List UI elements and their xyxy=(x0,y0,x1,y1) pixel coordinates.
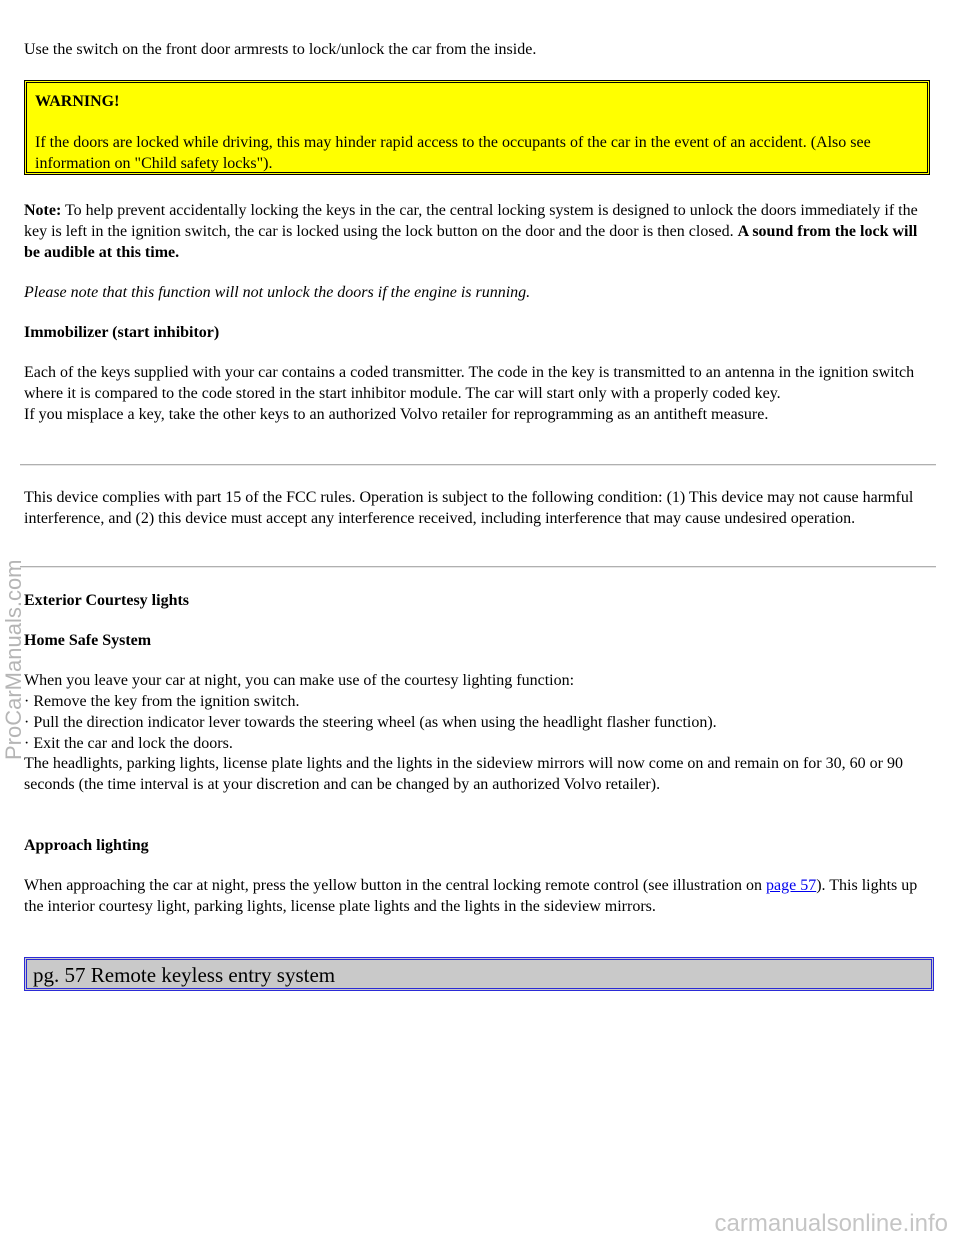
home-safe-result: The headlights, parking lights, license plate lights and the lights in the sideview mirrors will now come on and remain on for 30, 60 or 90 seconds (the time interval is at your discretion and can be changed by an authorized Volvo retailer). xyxy=(24,755,903,793)
nav-link-remote-keyless-entry[interactable] xyxy=(24,957,934,991)
home-safe-step-3: · Exit the car and lock the doors. xyxy=(24,735,233,752)
side-watermark-text: ProCarManuals.com xyxy=(1,559,26,760)
warning-body: If the doors are locked while driving, this may hinder rapid access to the occupants of the car in the event of an accident. (Also see information on "Child safety locks"). xyxy=(35,134,871,172)
approach-heading: Approach lighting xyxy=(24,837,149,854)
warning-box xyxy=(24,80,930,175)
immobilizer-text-2: If you misplace a key, take the other keys to an authorized Volvo retailer for reprogramming as an antitheft measure. xyxy=(24,406,769,423)
immobilizer-paragraph xyxy=(24,362,936,425)
footer-watermark: carmanualsonline.info xyxy=(714,1210,948,1237)
home-safe-intro: When you leave your car at night, you can make use of the courtesy lighting function: xyxy=(24,672,575,689)
note-bold-text: A sound from the lock will be audible at this time. xyxy=(24,223,918,261)
home-safe-step-1: · Remove the key from the ignition switch. xyxy=(24,693,300,710)
note-text: To help prevent accidentally locking the keys in the car, the central locking system is designed to unlock the doors immediately if the key is left in the ignition switch, the car is locked using the lock button on the door and the door is then closed. xyxy=(24,202,918,240)
engine-note: Please note that this function will not unlock the doors if the engine is running. xyxy=(24,284,531,301)
home-safe-heading: Home Safe System xyxy=(24,632,152,649)
approach-text-after: ). This lights up the interior courtesy light, parking lights, license plate lights and the lights in the sideview mirrors. xyxy=(24,877,918,915)
home-safe-step-2: · Pull the direction indicator lever towards the steering wheel (as when using the headlight flasher function). xyxy=(24,714,717,731)
intro-paragraph: Use the switch on the front door armrests to lock/unlock the car from the inside. xyxy=(24,41,537,58)
home-safe-paragraph xyxy=(24,670,936,754)
divider-2 xyxy=(20,566,936,568)
nav-link-label: pg. 57 Remote keyless entry system xyxy=(33,963,336,987)
approach-text-before: When approaching the car at night, press the yellow button in the central locking remote control (see illustration on xyxy=(24,877,766,894)
note-paragraph xyxy=(24,200,934,263)
approach-paragraph xyxy=(24,875,936,917)
warning-title: WARNING! xyxy=(35,93,120,110)
page-57-link[interactable]: page 57 xyxy=(766,877,817,894)
exterior-lights-heading: Exterior Courtesy lights xyxy=(24,592,190,609)
immobilizer-heading: Immobilizer (start inhibitor) xyxy=(24,324,220,341)
side-watermark xyxy=(2,520,26,760)
note-label: Note: xyxy=(24,202,62,219)
fcc-paragraph: This device complies with part 15 of the FCC rules. Operation is subject to the following condition: (1) This device may not cause harmful interference, and (2) this device must accept any interference received, including interference that may cause undesired operation. xyxy=(24,489,914,527)
divider-1 xyxy=(20,464,936,466)
immobilizer-text-1: Each of the keys supplied with your car contains a coded transmitter. The code in the key is transmitted to an antenna in the ignition switch where it is compared to the code stored in the start inhibitor module. The car will start only with a properly coded key. xyxy=(24,364,915,402)
warning-content xyxy=(35,91,925,174)
